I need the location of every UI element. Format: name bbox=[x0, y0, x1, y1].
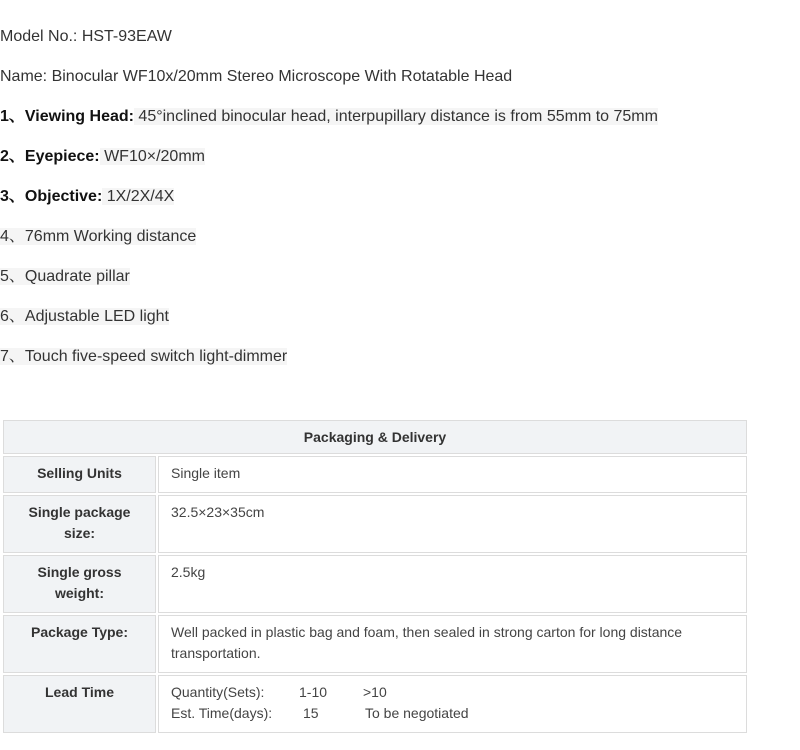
spec-item-eyepiece bbox=[0, 145, 205, 169]
row-label: Single gross weight: bbox=[3, 555, 156, 613]
spec-item-text: Adjustable LED light bbox=[24, 308, 169, 325]
table-row bbox=[3, 456, 747, 493]
row-value: Single item bbox=[158, 456, 747, 493]
time-label: Est. Time(days): bbox=[171, 705, 273, 721]
spec-item-pillar bbox=[0, 265, 130, 289]
row-value: 32.5×23×35cm bbox=[158, 495, 747, 553]
table-row bbox=[3, 555, 747, 613]
product-name bbox=[0, 65, 512, 89]
lead-time-value bbox=[158, 675, 747, 733]
spec-item-number: 5、 bbox=[0, 268, 25, 285]
spec-item-number: 6、 bbox=[0, 308, 25, 325]
spec-item-led-light bbox=[0, 305, 169, 329]
table-row bbox=[3, 675, 747, 733]
lead-quantity-row bbox=[171, 682, 736, 703]
spec-item-number: 3、 bbox=[0, 188, 25, 205]
spec-item-text: 45°inclined binocular head, interpupillary distance is from 55mm to 75mm bbox=[133, 108, 658, 125]
quantity-label: Quantity(Sets): bbox=[171, 684, 265, 700]
time-value-1: 15 bbox=[303, 705, 319, 721]
spec-item-text: 76mm Working distance bbox=[24, 228, 197, 245]
row-label: Single package size: bbox=[3, 495, 156, 553]
spec-item-dimmer bbox=[0, 345, 287, 369]
row-value: Well packed in plastic bag and foam, then sealed in strong carton for long distance transportation. bbox=[158, 615, 747, 673]
model-number bbox=[0, 25, 172, 49]
spec-item-text: 1X/2X/4X bbox=[102, 188, 175, 205]
table-row bbox=[3, 615, 747, 673]
model-number-text: Model No.: HST-93EAW bbox=[0, 28, 172, 45]
row-label: Lead Time bbox=[3, 675, 156, 733]
spec-item-number: 1、 bbox=[0, 108, 25, 125]
spec-item-label: Eyepiece: bbox=[24, 148, 100, 165]
time-value-2: To be negotiated bbox=[365, 705, 469, 721]
spec-item-working-distance bbox=[0, 225, 196, 249]
spec-item-label: Objective: bbox=[24, 188, 103, 205]
spec-item-viewing-head bbox=[0, 105, 658, 129]
spec-item-number: 7、 bbox=[0, 348, 25, 365]
table-row bbox=[3, 495, 747, 553]
spec-item-text: Touch five-speed switch light-dimmer bbox=[24, 348, 288, 365]
packaging-title-row bbox=[3, 420, 747, 454]
spec-item-text: Quadrate pillar bbox=[24, 268, 130, 285]
spec-item-label: Viewing Head: bbox=[24, 108, 134, 125]
spec-item-objective bbox=[0, 185, 174, 209]
row-label: Package Type: bbox=[3, 615, 156, 673]
product-name-text: Name: Binocular WF10x/20mm Stereo Microscope With Rotatable Head bbox=[0, 68, 513, 85]
packaging-table bbox=[1, 418, 749, 735]
spec-item-number: 2、 bbox=[0, 148, 25, 165]
spec-item-number: 4、 bbox=[0, 228, 25, 245]
quantity-range-1: 1-10 bbox=[299, 684, 328, 700]
row-label: Selling Units bbox=[3, 456, 156, 493]
quantity-range-2: >10 bbox=[363, 684, 387, 700]
spec-item-text: WF10×/20mm bbox=[99, 148, 205, 165]
row-value: 2.5kg bbox=[158, 555, 747, 613]
lead-time-row bbox=[171, 703, 736, 724]
packaging-title: Packaging & Delivery bbox=[3, 420, 747, 454]
